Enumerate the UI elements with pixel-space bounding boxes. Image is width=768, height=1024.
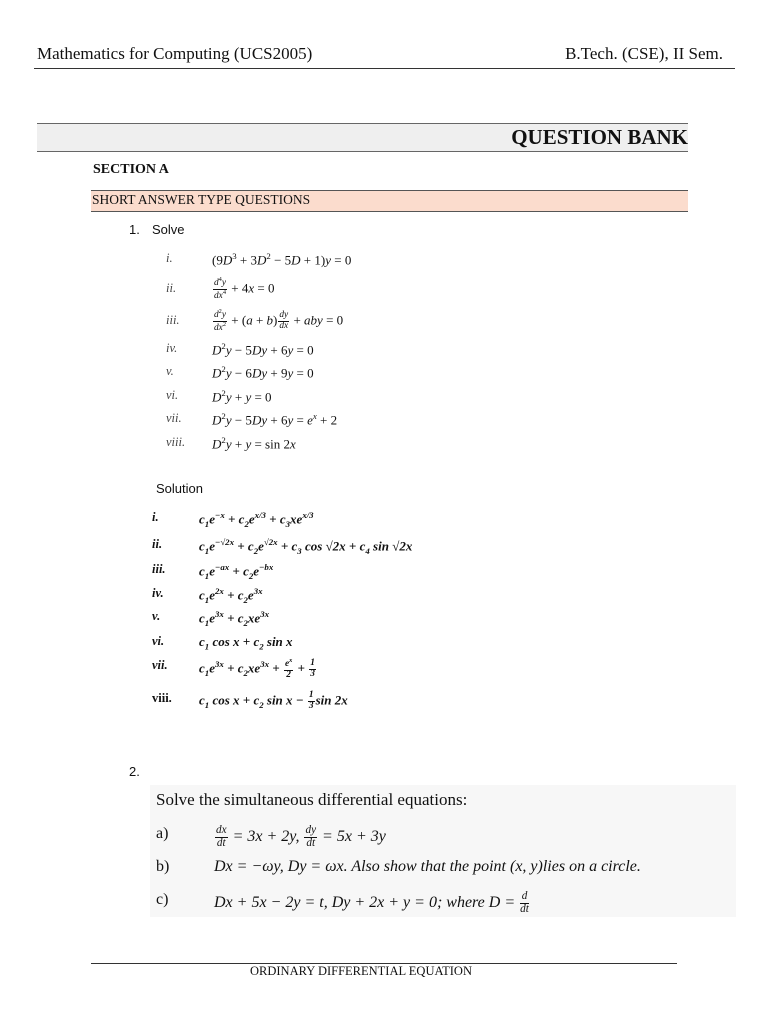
problem-roman: iv. <box>166 341 178 355</box>
question-number: 2. <box>129 764 140 779</box>
part-label: b) <box>156 858 170 875</box>
solution-equation: $c_1e^{3x} + c_2xe^{3x}$ <box>199 609 270 628</box>
problem-roman: iii. <box>166 313 180 327</box>
solution-equation: $c_1e^{2x} + c_2e^{3x}$ <box>199 586 263 605</box>
solution-equation: $c_1e^{-ax} + c_2e^{-bx}$ <box>199 562 274 581</box>
problem-roman: vii. <box>166 411 182 425</box>
question-label: Solve <box>152 222 185 237</box>
problem-equation: $\frac{d^4y}{dx^4}$ + 4x = 0 <box>214 276 275 302</box>
solution-roman: viii. <box>152 691 172 705</box>
problem-equation: $D^2y - 6Dy + 9y = 0$ <box>212 364 314 381</box>
problem-roman: ii. <box>166 281 177 295</box>
problem-roman: vi. <box>166 388 179 402</box>
problem-equation: $D^2y + y = \sin 2x$ <box>212 435 296 452</box>
solution-roman: ii. <box>152 537 163 551</box>
header-course: Mathematics for Computing (UCS2005) <box>37 44 313 63</box>
part-label: c) <box>156 891 169 908</box>
problem-equation: $D^2y + y = 0$ <box>212 388 272 405</box>
solution-equation: $c_1$ $\cos x + c_2$ sin x − $\frac{1}{3}$ sin 2x <box>199 690 348 711</box>
solution-roman: iv. <box>152 586 164 600</box>
solution-roman: vii. <box>152 658 168 672</box>
solution-equation: $c_1e^{-x} + c_2e^{x/3} + c_3xe^{x/3}$ <box>199 510 314 529</box>
problem-equation: $\frac{d^2y}{dx^2}$ + (a + b) $\frac{dy}{dx}$ + aby = 0 <box>214 308 344 334</box>
problem-equation: $D^2y - 5Dy + 6y = e^x + 2$ <box>212 411 338 428</box>
subsection-heading: SHORT ANSWER TYPE QUESTIONS <box>92 192 311 207</box>
solution-equation: $c_1e^{3x} + c_2xe^{3x}$ + $\frac{e^x}{2}$ + $\frac{1}{3}$ <box>199 657 315 680</box>
problem-equation: $D^2y - 5Dy + 6y = 0$ <box>212 341 314 358</box>
solution-equation: $c_1e^{-√2x} + c_2e^{√2x} + c_3$ $\cos √2x + c_4$ sin √2x <box>199 537 413 556</box>
problem-equation: $(9D^3 + 3D^2 - 5D + 1)y = 0$ <box>212 251 352 268</box>
solution-equation: $c_1$ $\cos x + c_2$ sin x <box>199 634 293 652</box>
section-heading: SECTION A <box>93 162 169 177</box>
footer-title: ORDINARY DIFFERENTIAL EQUATION <box>250 964 472 978</box>
page-title: QUESTION BANK <box>511 125 688 149</box>
header-divider <box>34 68 735 69</box>
problem-roman: i. <box>166 251 173 265</box>
solution-roman: i. <box>152 510 159 524</box>
solution-roman: vi. <box>152 634 165 648</box>
solution-roman: iii. <box>152 562 166 576</box>
part-label: a) <box>156 825 169 842</box>
question-2-intro: Solve the simultaneous differential equations: <box>156 790 468 809</box>
problem-roman: v. <box>166 364 174 378</box>
part-equation: $\frac{dx}{dt}$ = 3x + 2y, $\frac{dy}{dt}$ = 5x + 3y <box>216 824 386 849</box>
question-number: 1. <box>129 222 140 237</box>
problem-roman: viii. <box>166 435 186 449</box>
header-program: B.Tech. (CSE), II Sem. <box>565 44 723 63</box>
solution-label: Solution <box>156 481 203 496</box>
part-equation: Dx = −ωy, Dy = ωx. Also show that the point (x, y)lies on a circle. <box>214 858 641 875</box>
solution-roman: v. <box>152 609 161 623</box>
part-equation: Dx + 5x − 2y = t, Dy + 2x + y = 0; where D = $\frac{d}{dt}$ <box>214 890 529 915</box>
